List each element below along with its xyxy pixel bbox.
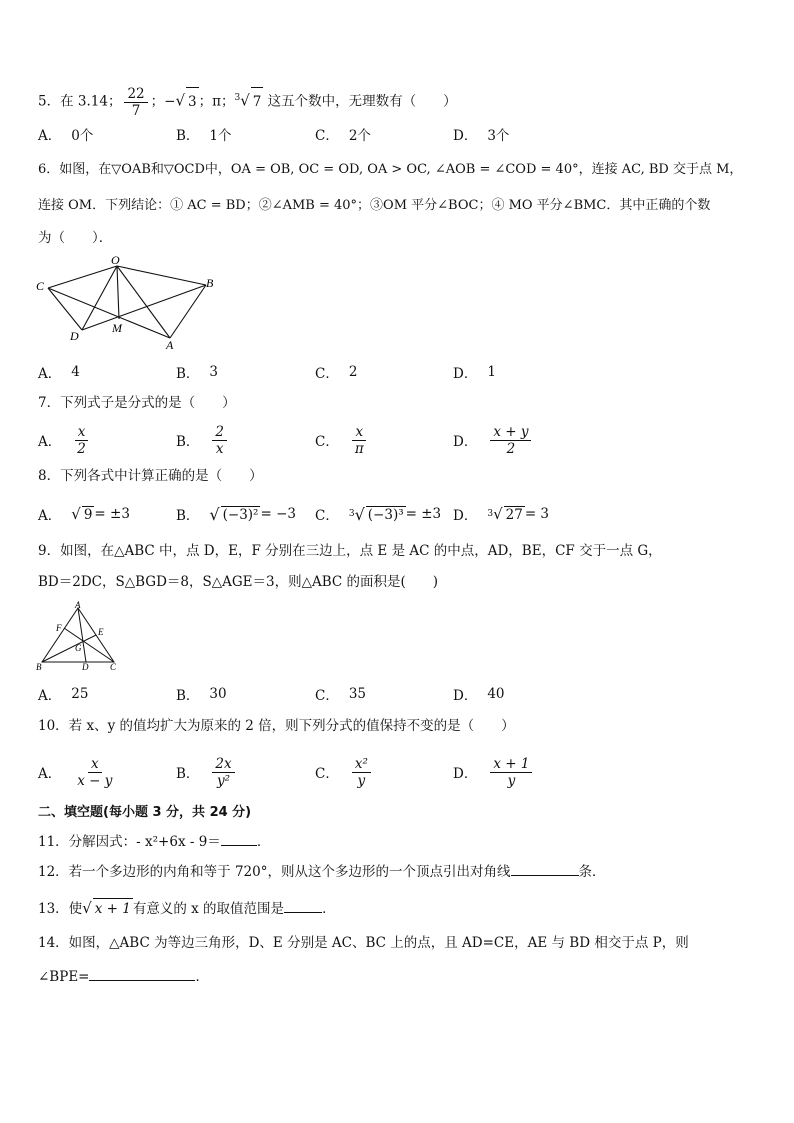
question-6-line2: 连接 OM．下列结论：① AC = BD；②∠AMB = 40°；③OM 平分∠BOC；④ MO 平分∠BMC．其中正确的个数	[38, 198, 711, 213]
option-d[interactable]: D． 1	[453, 364, 496, 382]
section-2-title: 二、填空题(每小题 3 分，共 24 分)	[38, 805, 252, 820]
question-11: 11．分解因式：- x²+6x - 9＝ ．	[38, 834, 271, 850]
question-5-stem: 5．在 3.14； $\frac{22}{7}$ ；−√ 3 ；π；$^3$√ 7 这五个数中，无理数有（ ）	[38, 85, 457, 119]
question-13: 13．使√ x + 1 有意义的 x 的取值范围是 ．	[38, 899, 336, 917]
fraction-22-7: $\frac{22}{7}$	[124, 86, 147, 119]
question-9-line1: 9．如图，在△ABC 中，点 D，E，F 分别在三边上，点 E 是 AC 的中点，AD，BE，CF 交于一点 G，	[38, 543, 662, 559]
answer-blank-14[interactable]	[89, 968, 195, 981]
question-14-line2: ∠BPE= ．	[38, 969, 209, 985]
option-a[interactable]: A． $\frac{x}{x - y}$	[38, 755, 113, 789]
question-8-options	[38, 494, 758, 534]
option-a[interactable]: A． 4	[38, 364, 80, 382]
sqrt-x-plus-1: x + 1	[93, 898, 133, 919]
label-a: A	[75, 600, 81, 610]
question-6-options	[38, 352, 758, 392]
question-14-line1: 14．如图，△ABC 为等边三角形，D、E 分别是 AC、BC 上的点，且 AD=CE，AE 与 BD 相交于点 P，则	[38, 935, 689, 951]
option-a[interactable]: A． $\frac{x}{2}$	[38, 420, 92, 460]
figure-q6	[30, 252, 230, 352]
answer-blank-12[interactable]	[511, 863, 579, 876]
figure-q9	[32, 600, 128, 672]
label-g: G	[75, 643, 82, 653]
option-d[interactable]: D． 40	[453, 686, 505, 704]
label-o: O	[111, 253, 120, 267]
label-d: D	[82, 662, 89, 672]
option-c[interactable]: C． 2个	[315, 128, 371, 144]
question-6-line1: 6．如图，在▽OAB和▽OCD中，OA = OB, OC = OD, OA > OC, ∠AOB = ∠COD = 40°，连接 AC, BD 交于点 M，	[38, 162, 743, 177]
question-12: 12．若一个多边形的内角和等于 720°，则从这个多边形的一个顶点引出对角线 条．	[38, 864, 606, 880]
option-a[interactable]: A． 25	[38, 686, 89, 704]
label-c: C	[36, 279, 45, 293]
option-c[interactable]: C． 2	[315, 364, 358, 382]
option-c[interactable]: C． 3 √ (−3)³ = ±3	[315, 504, 442, 524]
option-d[interactable]: D． 3个	[453, 128, 510, 144]
question-9-options	[38, 674, 758, 714]
option-d[interactable]: D． $\frac{x + y}{2}$	[453, 420, 534, 460]
answer-blank-13[interactable]	[284, 900, 322, 913]
label-f: F	[56, 623, 62, 633]
option-a[interactable]: A． 0个	[38, 128, 94, 144]
sqrt-3: 3	[186, 87, 199, 116]
label-c: C	[110, 662, 117, 672]
label-b: B	[206, 276, 214, 290]
label-e: E	[98, 627, 104, 637]
option-c[interactable]: C． $\frac{\text{x²}}{y}$	[315, 752, 374, 792]
option-b[interactable]: B． 30	[176, 686, 227, 704]
option-b[interactable]: B． $\frac{2}{x}$	[176, 420, 230, 460]
option-b[interactable]: B． 1个	[176, 128, 232, 144]
option-d[interactable]: D． 3 √ 27 = 3	[453, 505, 550, 524]
option-b[interactable]: B． 3	[176, 364, 219, 382]
question-6-line3: 为（ ）．	[38, 230, 113, 246]
question-8-stem: 8．下列各式中计算正确的是（ ）	[38, 468, 263, 484]
option-b[interactable]: B． √ (−3)² = −3	[176, 504, 296, 524]
question-9-line2: BD＝2DC，S△BGD＝8，S△AGE＝3，则△ABC 的面积是( )	[38, 574, 439, 590]
question-7-stem: 7．下列式子是分式的是（ ）	[38, 395, 236, 411]
option-d[interactable]: D． $\frac{x + 1}{y}$	[453, 752, 535, 792]
option-c[interactable]: C． $\frac{x}{\pi}$	[315, 420, 370, 460]
cbrt-7: 7	[251, 87, 264, 116]
question-10-stem: 10．若 x、y 的值均扩大为原来的 2 倍，则下列分式的值保持不变的是（ ）	[38, 718, 515, 734]
option-a[interactable]: A． √ 9 = ±3	[38, 505, 130, 524]
label-d: D	[70, 329, 79, 343]
label-b: B	[36, 662, 42, 672]
question-5-options	[38, 114, 758, 154]
question-7-options	[38, 420, 758, 460]
label-a: A	[166, 338, 174, 352]
question-10-options	[38, 752, 758, 792]
option-b[interactable]: B． $\frac{2x}{\text{y²}}$	[176, 752, 238, 792]
answer-blank-11[interactable]	[221, 833, 257, 846]
label-m: M	[112, 321, 122, 335]
option-c[interactable]: C． 35	[315, 686, 367, 704]
